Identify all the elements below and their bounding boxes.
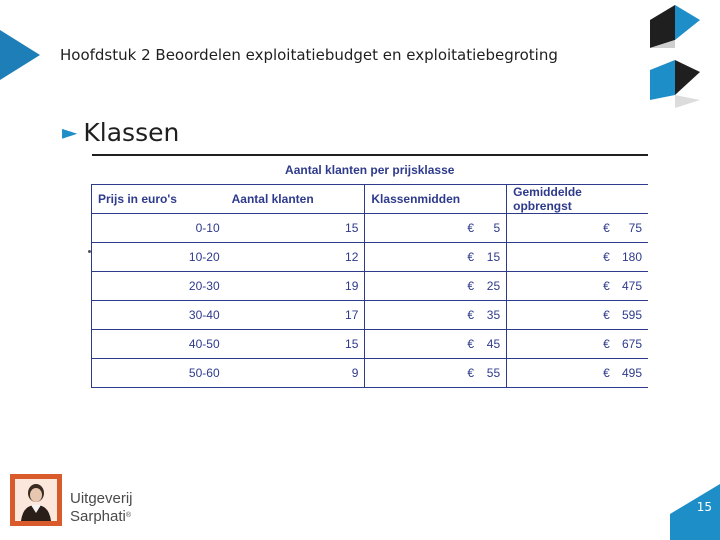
table-row	[92, 243, 649, 272]
customers-cell: 15	[226, 330, 365, 359]
table-row	[92, 301, 649, 330]
column-header-revenue: Gemiddelde opbrengst	[507, 185, 648, 214]
table-row	[92, 330, 649, 359]
table-header-row	[92, 185, 649, 214]
currency-symbol: €	[603, 250, 610, 264]
revenue-value: 675	[621, 337, 642, 351]
price-cell: 0-10	[92, 214, 226, 243]
class-mid-value: 45	[486, 337, 501, 351]
class-mid-cell	[365, 359, 507, 388]
publisher-line2: Sarphati	[70, 508, 126, 525]
class-mid-value: 25	[486, 279, 501, 293]
class-mid-value: 15	[486, 250, 501, 264]
currency-symbol: €	[603, 221, 610, 235]
currency-symbol: €	[603, 308, 610, 322]
price-cell: 20-30	[92, 272, 226, 301]
class-mid-cell	[365, 330, 507, 359]
revenue-value: 75	[628, 221, 642, 235]
price-cell: 10-20	[92, 243, 226, 272]
customers-per-price-class-table	[91, 154, 648, 388]
class-mid-cell	[365, 214, 507, 243]
currency-symbol: €	[467, 366, 475, 380]
price-cell: 40-50	[92, 330, 226, 359]
revenue-cell	[507, 272, 648, 301]
page-number: 15	[696, 500, 712, 514]
section-heading-text: Klassen	[83, 118, 180, 147]
column-header-price: Prijs in euro's	[92, 185, 226, 214]
price-cell: 50-60	[92, 359, 226, 388]
customers-cell: 17	[226, 301, 365, 330]
page-badge	[670, 484, 720, 540]
revenue-value: 475	[621, 279, 642, 293]
left-accent-tab	[0, 30, 40, 80]
publisher-logo	[10, 474, 62, 526]
currency-symbol: €	[467, 279, 475, 293]
currency-symbol: €	[467, 221, 475, 235]
currency-symbol: €	[603, 337, 610, 351]
customers-cell: 12	[226, 243, 365, 272]
table-row	[92, 359, 649, 388]
revenue-value: 495	[621, 366, 642, 380]
currency-symbol: €	[467, 308, 475, 322]
publisher-line1: Uitgeverij	[70, 490, 133, 507]
chapter-title: Hoofdstuk 2 Beoordelen exploitatiebudget en exploitatiebegroting	[60, 46, 558, 64]
portrait-icon	[15, 479, 57, 521]
currency-symbol: €	[603, 366, 610, 380]
publisher-name	[70, 490, 133, 525]
revenue-cell	[507, 214, 648, 243]
customers-cell: 19	[226, 272, 365, 301]
currency-symbol: €	[603, 279, 610, 293]
corner-decoration	[650, 0, 720, 110]
table-caption-row	[92, 155, 649, 185]
class-mid-value: 55	[486, 366, 501, 380]
class-mid-cell	[365, 301, 507, 330]
customers-cell: 15	[226, 214, 365, 243]
table-row	[92, 214, 649, 243]
revenue-value: 180	[621, 250, 642, 264]
section-heading	[62, 118, 179, 147]
registered-mark: ®	[125, 512, 132, 519]
play-arrow-icon: ►	[62, 120, 78, 144]
revenue-cell	[507, 359, 648, 388]
revenue-cell	[507, 330, 648, 359]
column-header-class-mid: Klassenmidden	[365, 185, 507, 214]
revenue-value: 595	[621, 308, 642, 322]
class-mid-value: 35	[486, 308, 501, 322]
class-mid-value: 5	[493, 221, 501, 235]
table-row	[92, 272, 649, 301]
currency-symbol: €	[467, 250, 475, 264]
revenue-cell	[507, 243, 648, 272]
class-mid-cell	[365, 272, 507, 301]
class-mid-cell	[365, 243, 507, 272]
column-header-customers: Aantal klanten	[226, 185, 365, 214]
customers-cell: 9	[226, 359, 365, 388]
revenue-cell	[507, 301, 648, 330]
currency-symbol: €	[467, 337, 475, 351]
table-caption: Aantal klanten per prijsklasse	[92, 155, 649, 185]
price-cell: 30-40	[92, 301, 226, 330]
